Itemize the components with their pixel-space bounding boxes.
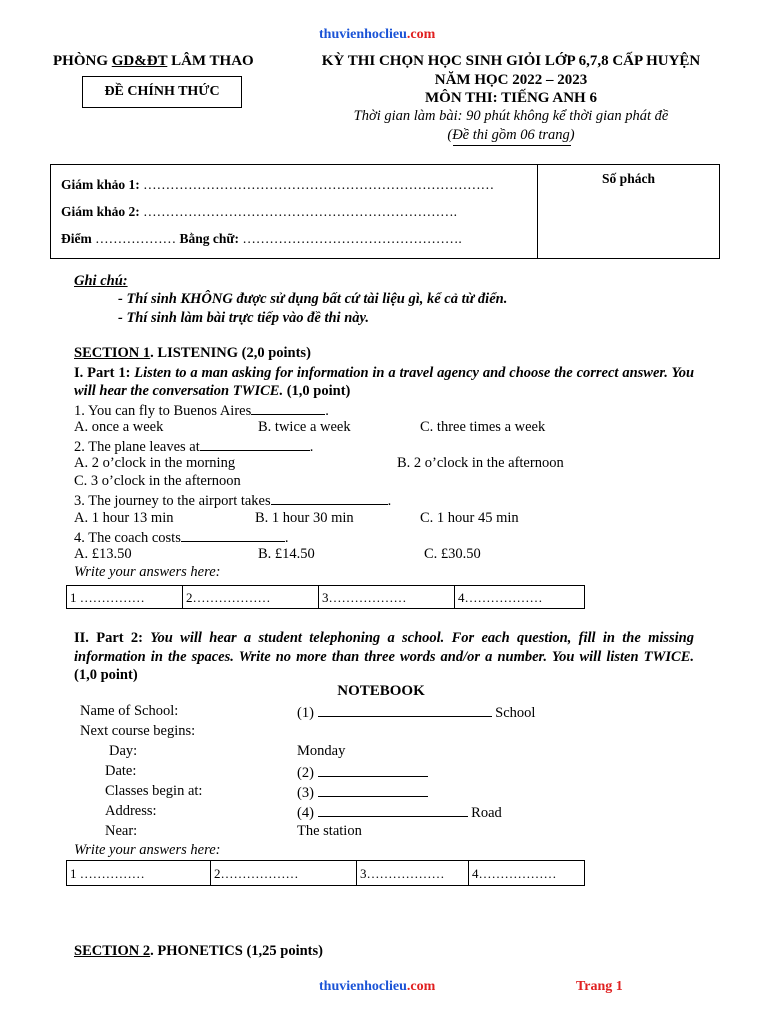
- q3-option-c: C. 1 hour 45 min: [420, 510, 519, 526]
- q4-option-b: B. £14.50: [258, 546, 315, 562]
- note-line-1: - Thí sinh KHÔNG được sử dụng bất cứ tài liệu gì, kể cả từ điển.: [118, 291, 508, 307]
- part2-answer-3[interactable]: 3………………: [357, 861, 469, 886]
- watermark-site: thuvienhoclieu: [319, 27, 407, 42]
- q1-option-c: C. three times a week: [420, 419, 546, 435]
- school-year: NĂM HỌC 2022 – 2023: [434, 72, 588, 88]
- notebook-school-field: (1) School: [297, 705, 536, 721]
- part1-answer-3[interactable]: 3………………: [319, 586, 455, 609]
- part2-write-here: Write your answers here:: [74, 842, 221, 858]
- notebook-date-label: Date:: [105, 763, 137, 779]
- part2-answer-2[interactable]: 2………………: [211, 861, 357, 886]
- examiner-table: [50, 164, 720, 259]
- part2-answer-table: [66, 860, 585, 886]
- notebook-near-label: Near:: [105, 823, 138, 839]
- notebook-address-label: Address:: [105, 803, 157, 819]
- notebook-classes-field: (3): [297, 783, 428, 802]
- watermark-bottom: [319, 979, 435, 995]
- examiner-cell: [51, 165, 538, 259]
- notebook-date-field: (2): [297, 763, 428, 782]
- notebook-near-value: The station: [297, 823, 362, 839]
- question-4: 4. The coach costs .: [74, 530, 289, 546]
- exam-title: KỲ THI CHỌN HỌC SINH GIỎI LỚP 6,7,8 CẤP HUYỆN: [321, 53, 701, 69]
- q2-option-b: B. 2 o’clock in the afternoon: [397, 455, 564, 471]
- q1-option-b: B. twice a week: [258, 419, 351, 435]
- part1-answer-1[interactable]: 1 ……………: [67, 586, 183, 609]
- exam-subject: MÔN THI: TIẾNG ANH 6: [425, 90, 597, 106]
- page-number: Trang 1: [576, 979, 623, 994]
- department-name: PHÒNG GD&ĐT LÂM THAO: [53, 53, 254, 69]
- part1-write-here: Write your answers here:: [74, 564, 221, 580]
- notebook-day-label: Day:: [109, 743, 138, 759]
- question-1: 1. You can fly to Buenos Aires .: [74, 403, 329, 419]
- watermark-top: [319, 27, 435, 43]
- part1-answer-table: [66, 585, 585, 609]
- q2-option-a: A. 2 o’clock in the morning: [74, 455, 236, 471]
- q1-option-a: A. once a week: [74, 419, 164, 435]
- code-label: Số phách: [602, 171, 655, 186]
- official-exam-label: ĐỀ CHÍNH THỨC: [104, 84, 220, 99]
- part1-answer-2[interactable]: 2………………: [183, 586, 319, 609]
- note-title: Ghi chú:: [74, 273, 128, 289]
- code-cell: [538, 165, 720, 259]
- part2-answer-4[interactable]: 4………………: [469, 861, 585, 886]
- part1-instruction: I. Part 1: Listen to a man asking for information in a travel agency and choose the correct answer. You will hear the conversation TWICE. (1,0 point): [74, 365, 695, 399]
- examiner2-line: Giám khảo 2: …………………………………………………………….: [61, 204, 458, 219]
- q4-option-a: A. £13.50: [74, 546, 132, 562]
- question-3: 3. The journey to the airport takes .: [74, 493, 392, 509]
- q2-option-c: C. 3 o’clock in the afternoon: [74, 473, 241, 489]
- question-2: 2. The plane leaves at .: [74, 439, 314, 455]
- examiner1-line: Giám khảo 1: ……………………………………………………………………: [61, 177, 495, 192]
- exam-pages: (Đề thi gồm 06 trang): [447, 127, 575, 143]
- notebook-title: NOTEBOOK: [337, 683, 425, 699]
- watermark-tld-bottom: .com: [406, 979, 436, 994]
- part2-instruction: II. Part 2: You will hear a student telephoning a school. For each question, fill in the missing information in the spaces. Write no more than three words and/or a number. You will listen TWICE. (1,0 point): [74, 630, 694, 683]
- q4-option-c: C. £30.50: [424, 546, 481, 562]
- official-exam-box: [82, 76, 242, 108]
- q3-option-b: B. 1 hour 30 min: [255, 510, 354, 526]
- section2-title: SECTION 2. PHONETICS (1,25 points): [74, 943, 323, 959]
- notebook-classes-label: Classes begin at:: [105, 783, 203, 799]
- section1-title: SECTION 1. LISTENING (2,0 points): [74, 345, 311, 361]
- note-line-2: - Thí sinh làm bài trực tiếp vào đề thi này.: [118, 310, 370, 326]
- notebook-school-label: Name of School:: [80, 703, 179, 719]
- pages-underline: [453, 145, 571, 146]
- part2-answer-1[interactable]: 1 ……………: [67, 861, 211, 886]
- q3-option-a: A. 1 hour 13 min: [74, 510, 174, 526]
- exam-duration: Thời gian làm bài: 90 phút không kể thời gian phát đề: [353, 108, 669, 124]
- watermark-tld: .com: [406, 27, 436, 42]
- notebook-address-field: (4) Road: [297, 805, 502, 821]
- notebook-day-value: Monday: [297, 743, 346, 759]
- notebook-next-course: Next course begins:: [80, 723, 196, 739]
- part1-answer-4[interactable]: 4………………: [455, 586, 585, 609]
- watermark-site-bottom: thuvienhoclieu: [319, 979, 407, 994]
- score-line: Điểm ……………… Bằng chữ: ………………………………………….: [61, 231, 462, 246]
